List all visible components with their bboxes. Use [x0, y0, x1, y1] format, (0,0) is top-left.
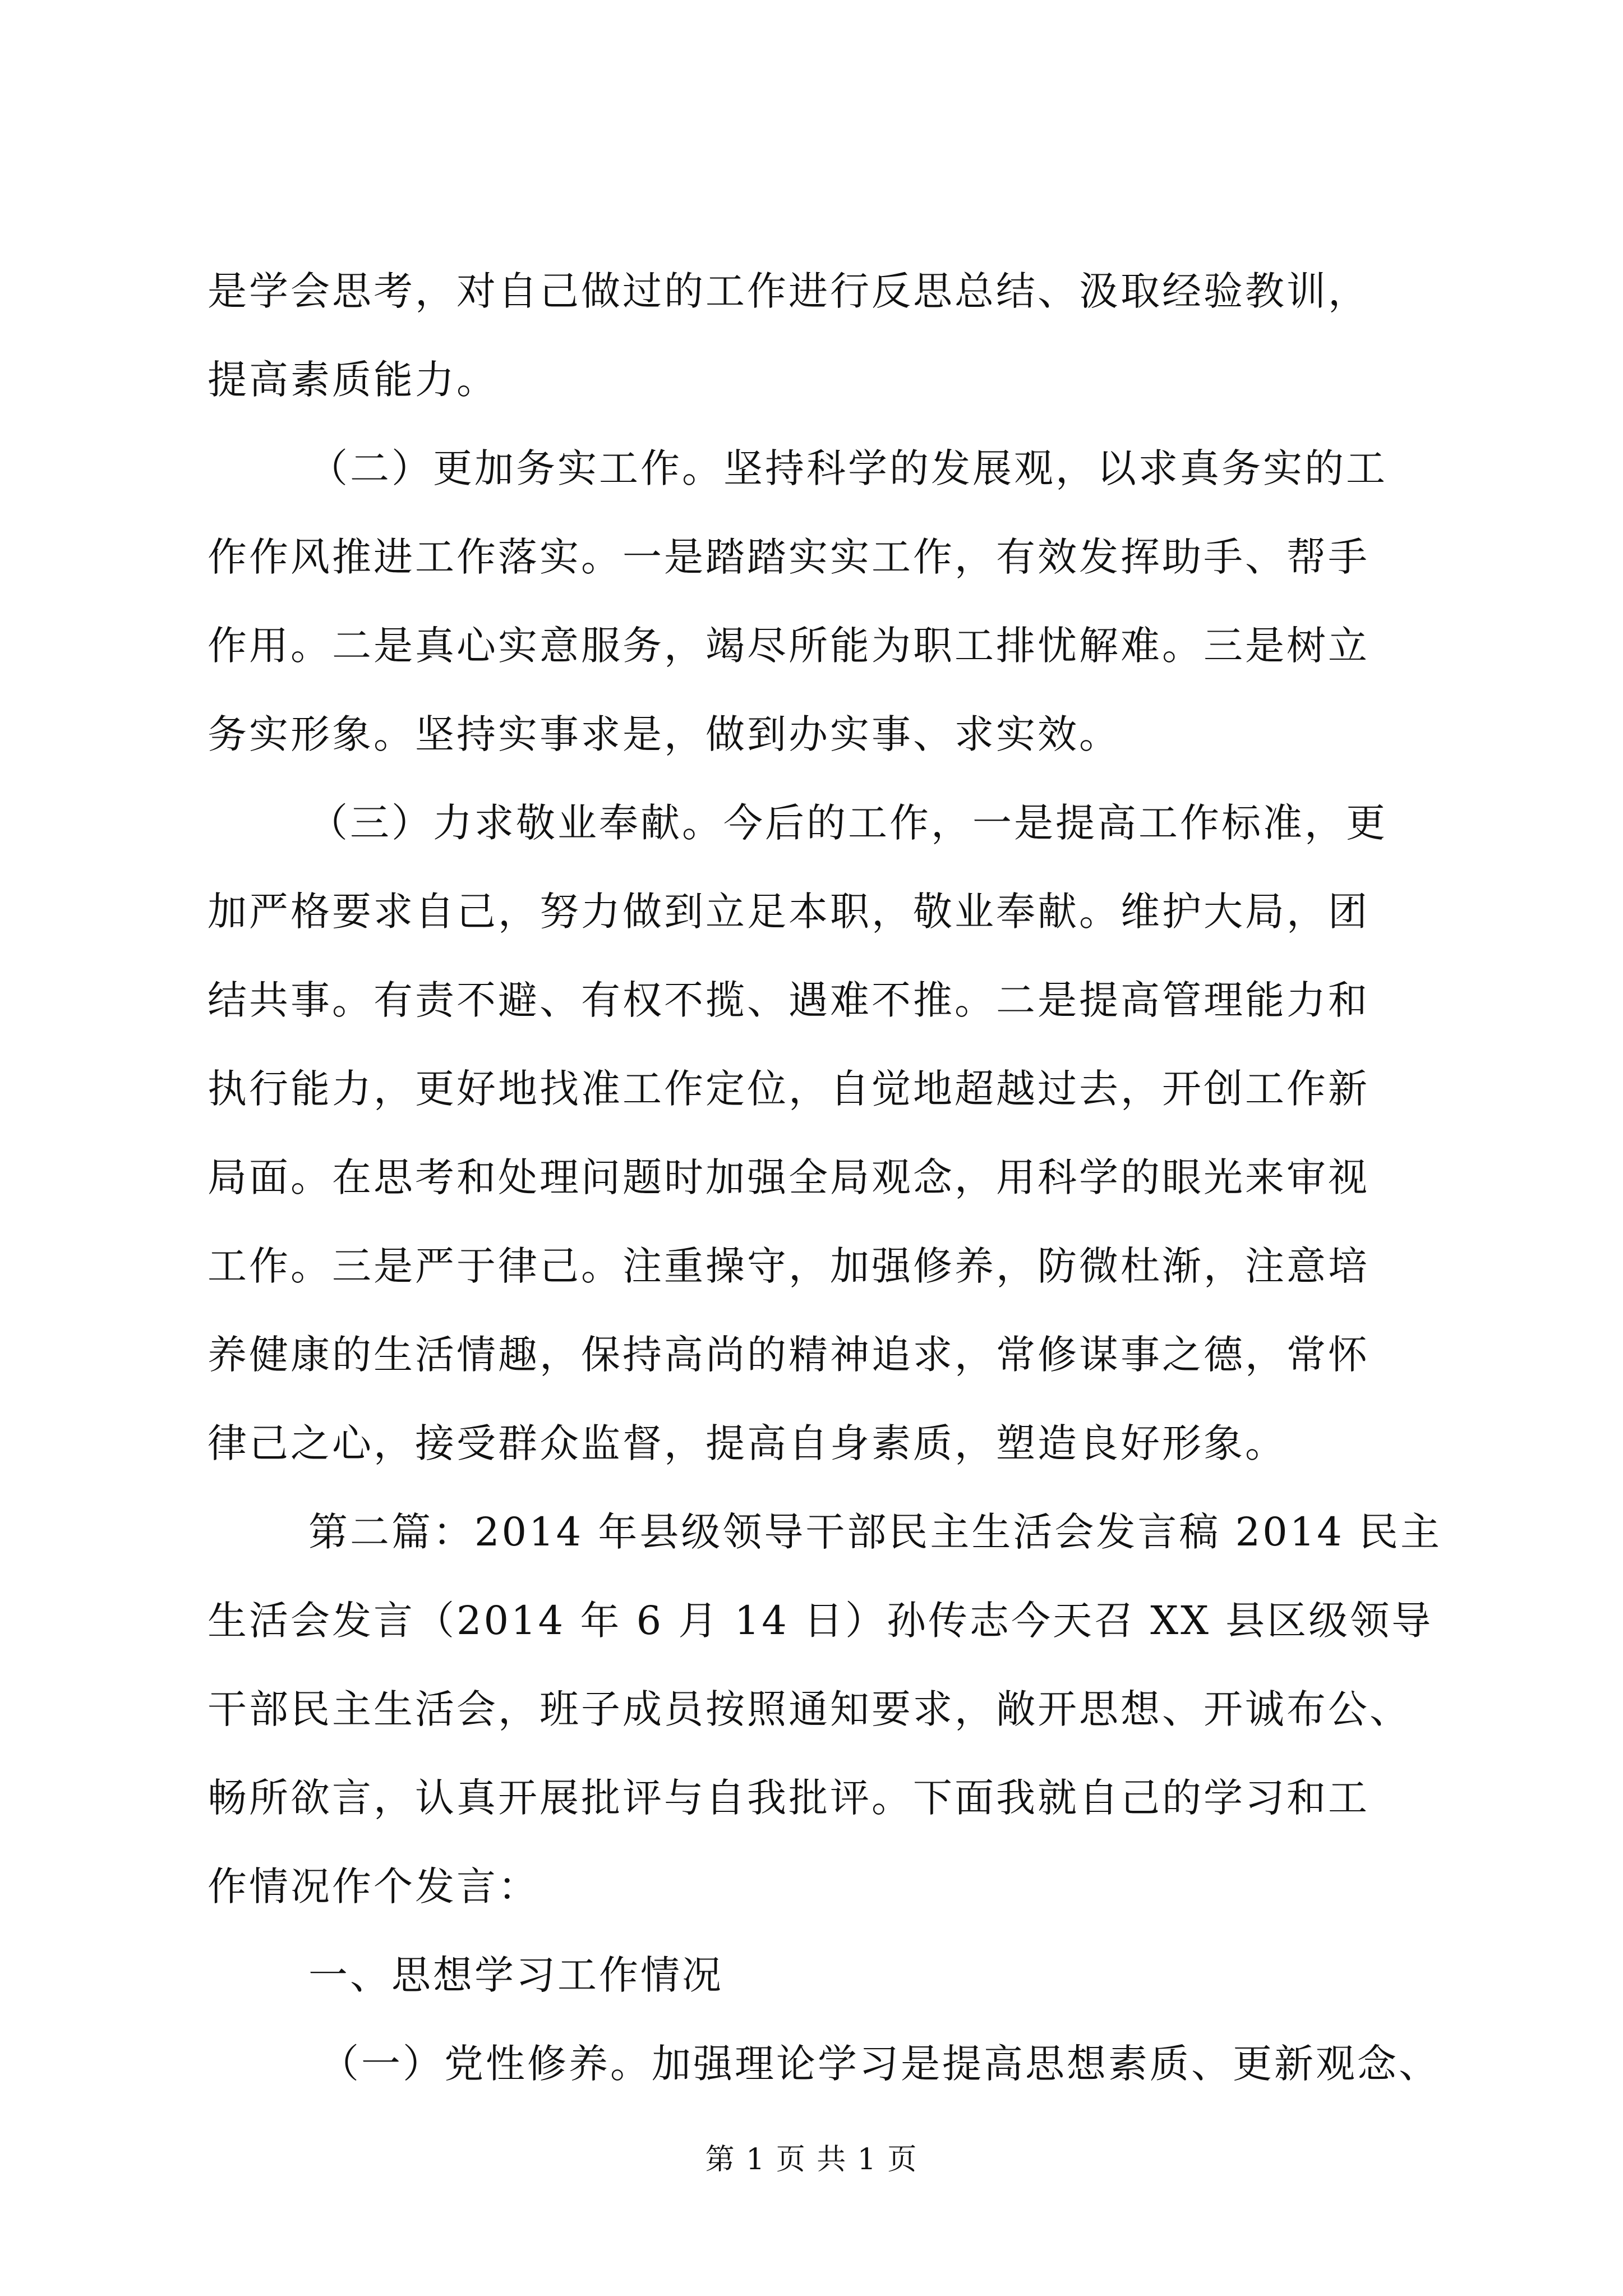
text-line: 执行能力，更好地找准工作定位，自觉地超越过去，开创工作新 [208, 1066, 1370, 1112]
text-line: 律己之心，接受群众监督，提高自身素质，塑造良好形象。 [208, 1420, 1287, 1466]
text-line: 加严格要求自己，努力做到立足本职，敬业奉献。维护大局，团 [208, 889, 1370, 935]
text-line: 是学会思考，对自己做过的工作进行反思总结、汲取经验教训， [208, 268, 1370, 314]
part-heading-line: 第二篇：2014 年县级领导干部民主生活会发言稿 2014 民主 [308, 1509, 1442, 1555]
text-line: 干部民主生活会，班子成员按照通知要求，敞开思想、开诚布公、 [208, 1686, 1411, 1732]
page-footer: 第 1 页 共 1 页 [705, 2143, 918, 2177]
text-line: 务实形象。坚持实事求是，做到办实事、求实效。 [208, 711, 1121, 757]
section-heading-line: 一、思想学习工作情况 [308, 1952, 723, 1998]
text-line: 作作风推进工作落实。一是踏踏实实工作，有效发挥助手、帮手 [208, 534, 1370, 580]
text-line: 生活会发言（2014 年 6 月 14 日）孙传志今天召 XX 县区级领导 [208, 1598, 1433, 1644]
text-line: 提高素质能力。 [208, 357, 498, 403]
text-line: 养健康的生活情趣，保持高尚的精神追求，常修谋事之德，常怀 [208, 1332, 1370, 1378]
text-line: 作情况作个发言： [208, 1864, 540, 1910]
document-body [208, 247, 1442, 2108]
section-heading-line: （二）更加务实工作。坚持科学的发展观，以求真务实的工 [308, 445, 1387, 491]
section-heading-line: （三）力求敬业奉献。今后的工作，一是提高工作标准，更 [308, 800, 1387, 846]
text-line: 结共事。有责不避、有权不揽、遇难不推。二是提高管理能力和 [208, 977, 1370, 1023]
text-line: 作用。二是真心实意服务，竭尽所能为职工排忧解难。三是树立 [208, 623, 1370, 669]
subsection-heading-line: （一）党性修养。加强理论学习是提高思想素质、更新观念、 [320, 2041, 1440, 2087]
text-line: 局面。在思考和处理问题时加强全局观念，用科学的眼光来审视 [208, 1154, 1370, 1200]
text-line: 畅所欲言，认真开展批评与自我批评。下面我就自己的学习和工 [208, 1775, 1370, 1821]
text-line: 工作。三是严于律己。注重操守，加强修养，防微杜渐，注意培 [208, 1243, 1370, 1289]
